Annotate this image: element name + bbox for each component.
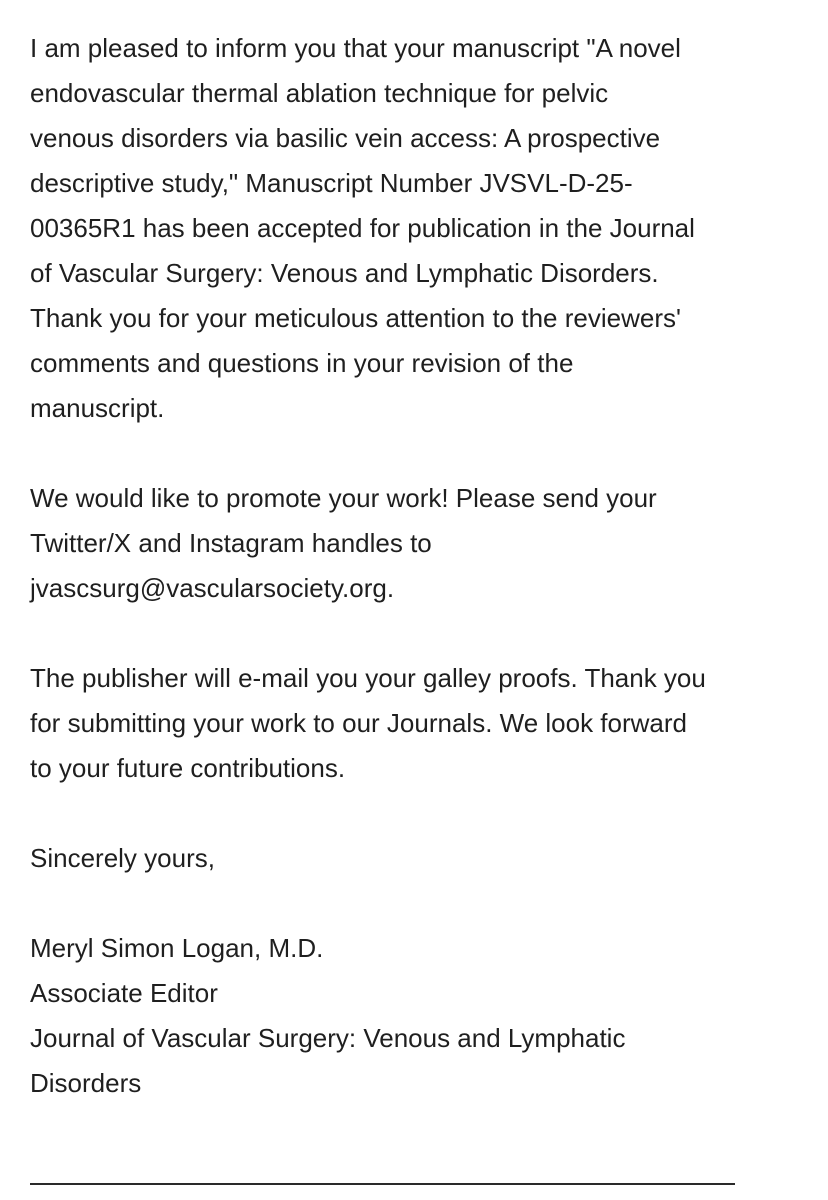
paragraph-spacer bbox=[30, 431, 820, 476]
bottom-divider bbox=[30, 1183, 735, 1185]
paragraph-spacer bbox=[30, 881, 820, 926]
closing-text: Sincerely yours, bbox=[30, 843, 215, 873]
signer-role: Associate Editor bbox=[30, 978, 218, 1008]
paragraph-spacer bbox=[30, 611, 820, 656]
signature-block bbox=[30, 926, 820, 1106]
letter-body bbox=[30, 26, 820, 1106]
proofs-paragraph: The publisher will e-mail you your galley proofs. Thank you for submitting your work to our Journals. We look forward to your future contributions. bbox=[30, 663, 706, 783]
journal-name-line-1: Journal of Vascular Surgery: Venous and Lymphatic bbox=[30, 1023, 626, 1053]
promotion-paragraph: We would like to promote your work! Please send your Twitter/X and Instagram handles to jvascsurg@vascularsociety.org. bbox=[30, 483, 657, 603]
journal-name-line-2: Disorders bbox=[30, 1068, 142, 1098]
paragraph-spacer bbox=[30, 791, 820, 836]
signer-name: Meryl Simon Logan, M.D. bbox=[30, 933, 324, 963]
acceptance-paragraph: I am pleased to inform you that your manuscript "A novel endovascular thermal ablation technique for pelvic venous disorders via basilic vein access: A prospective descriptive study," Manuscript Number JVSVL-D-25- 00365R1 has been accepted for publication in the Journal of Vascular Surgery: Venous and Lymphatic Disorders. Thank you for your meticulous attention to the reviewers' comments and questions in your revision of the manuscript. bbox=[30, 33, 695, 423]
